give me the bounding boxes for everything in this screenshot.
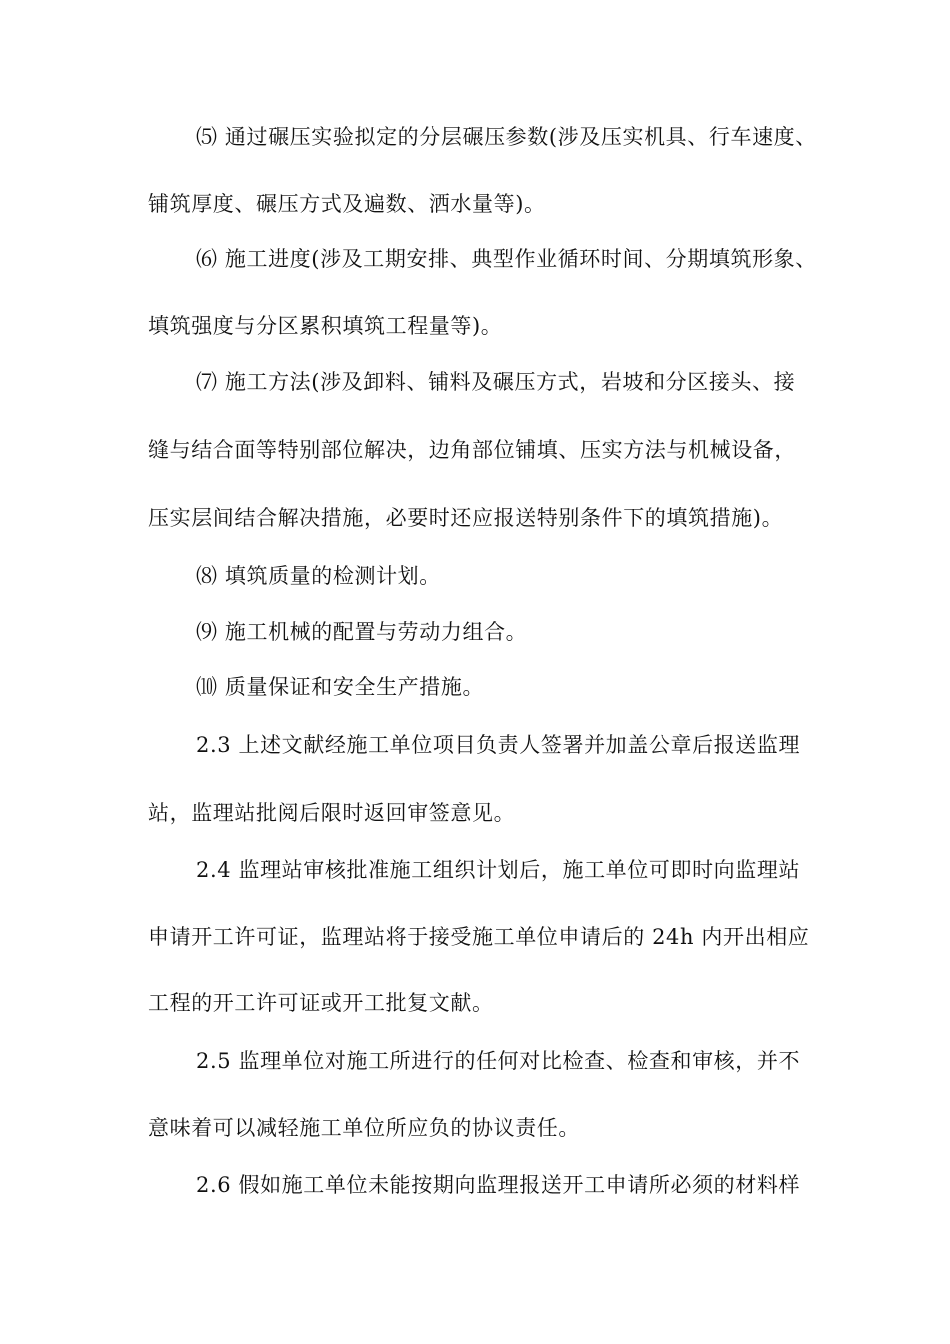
item-9-line: ⑼ 施工机械的配置与劳动力组合。 bbox=[196, 620, 528, 644]
section-2-4-line-1: 2.4 监理站审核批准施工组织计划后，施工单位可即时向监理站 bbox=[196, 858, 801, 882]
item-7-line-3: 压实层间结合解决措施，必要时还应报送特别条件下的填筑措施)。 bbox=[148, 506, 784, 530]
section-2-4-line-2: 申请开工许可证，监理站将于接受施工单位申请后的 24h 内开出相应 bbox=[148, 925, 810, 949]
item-5-line-2: 铺筑厚度、碾压方式及遍数、洒水量等)。 bbox=[148, 192, 546, 216]
section-2-4-line-3: 工程的开工许可证或开工批复文献。 bbox=[148, 991, 494, 1015]
section-2-6-line-1: 2.6 假如施工单位未能按期向监理报送开工申请所必须的材料样 bbox=[196, 1173, 801, 1197]
section-2-5-line-2: 意味着可以减轻施工单位所应负的协议责任。 bbox=[148, 1116, 580, 1140]
item-7-line-1: ⑺ 施工方法(涉及卸料、铺料及碾压方式，岩坡和分区接头、接 bbox=[196, 370, 796, 394]
section-2-3-line-2: 站，监理站批阅后限时返回审签意见。 bbox=[148, 801, 516, 825]
item-6-line-1: ⑹ 施工进度(涉及工期安排、典型作业循环时间、分期填筑形象、 bbox=[196, 247, 817, 271]
item-5-line-1: ⑸ 通过碾压实验拟定的分层碾压参数(涉及压实机具、行车速度、 bbox=[196, 125, 817, 149]
section-2-3-line-1: 2.3 上述文献经施工单位项目负责人签署并加盖公章后报送监理 bbox=[196, 733, 801, 757]
item-8-line: ⑻ 填筑质量的检测计划。 bbox=[196, 564, 441, 588]
section-2-5-line-1: 2.5 监理单位对施工所进行的任何对比检查、检查和审核，并不 bbox=[196, 1049, 801, 1073]
item-7-line-2: 缝与结合面等特别部位解决，边角部位铺填、压实方法与机械设备， bbox=[148, 438, 796, 462]
item-6-line-2: 填筑强度与分区累积填筑工程量等)。 bbox=[148, 314, 503, 338]
item-10-line: ⑽ 质量保证和安全生产措施。 bbox=[196, 675, 485, 699]
